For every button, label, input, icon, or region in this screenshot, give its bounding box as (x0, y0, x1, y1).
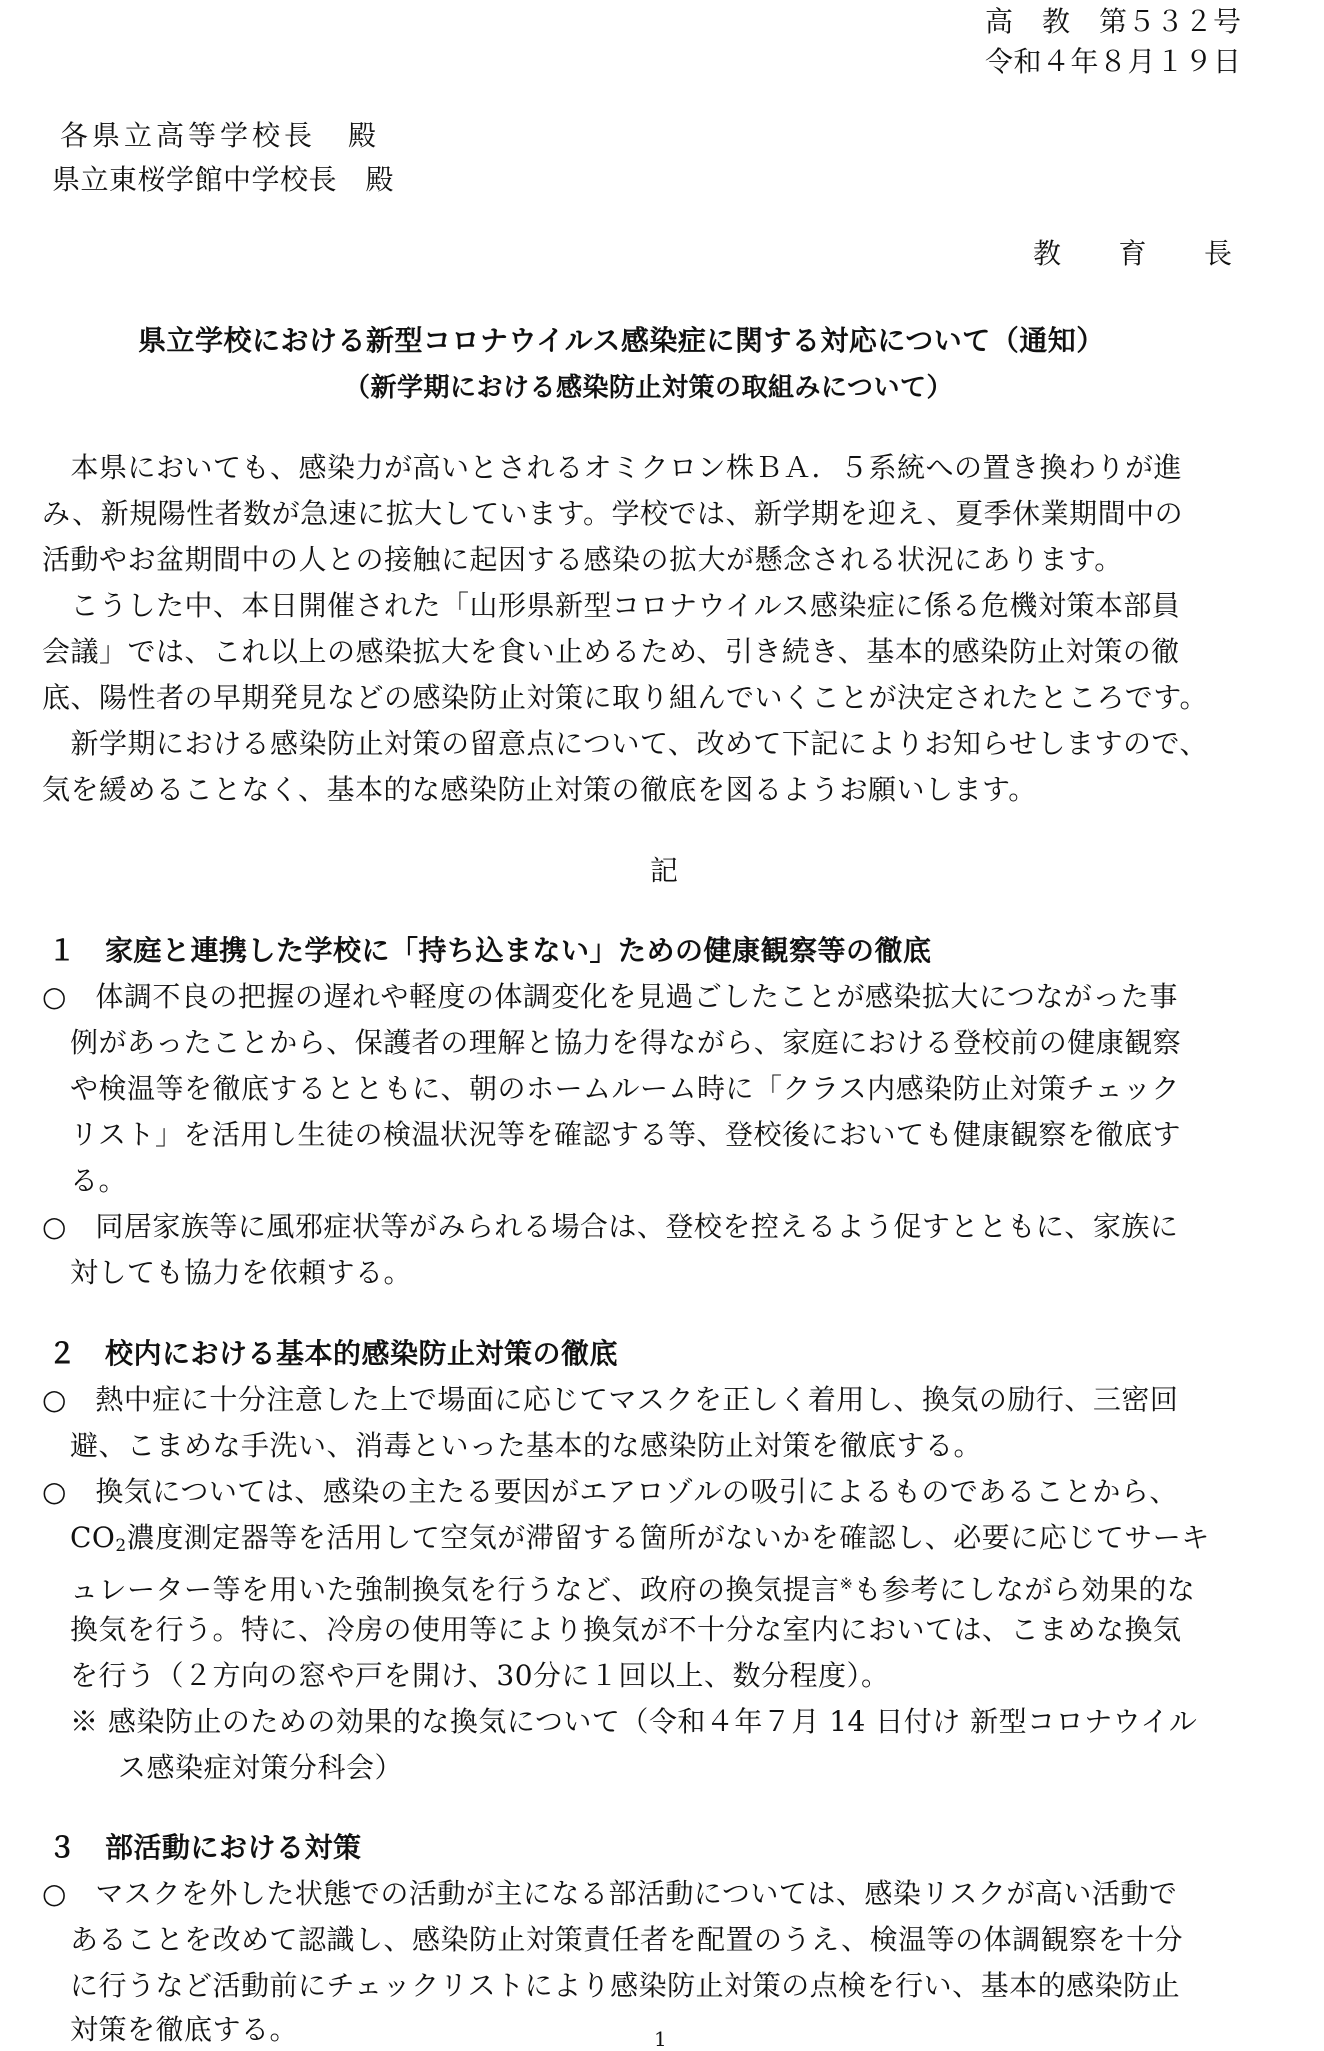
section-3-heading: ３ 部活動における対策 (48, 1831, 362, 1864)
section-1-line: 対しても協力を依頼する。 (70, 1256, 413, 1289)
section-3-line: あることを改めて認識し、感染防止対策責任者を配置のうえ、検温等の体調観察を十分 (70, 1923, 1184, 1956)
section-1-line: ○ 同居家族等に風邪症状等がみられる場合は、登校を控えるよう促すとともに、家族に (42, 1210, 1179, 1243)
section-3-line: 対策を徹底する。 (70, 2013, 299, 2046)
addressee-1: 各県立高等学校長 殿 (60, 119, 381, 152)
document-number: 高 教 第５３２号 (985, 5, 1242, 38)
section-1-line: や検温等を徹底するとともに、朝のホームルーム時に「クラス内感染防止対策チェック (70, 1072, 1180, 1105)
section-2-co2-line (70, 1521, 1210, 1560)
sender: 教 育 長 (1033, 237, 1233, 270)
section-1-line: ○ 体調不良の把握の遅れや軽度の体調変化を見過ごしたことが感染拡大につながった事 (42, 980, 1178, 1013)
note-reference: ※ (839, 1574, 854, 1593)
intro-line: 活動やお盆期間中の人との接触に起因する感染の拡大が懸念される状況にあります。 (42, 543, 1123, 576)
intro-line: こうした中、本日開催された「山形県新型コロナウイルス感染症に係る危機対策本部員 (42, 589, 1181, 622)
document-title: 県立学校における新型コロナウイルス感染症に関する対応について（通知） (138, 324, 1105, 357)
intro-line: 本県においても、感染力が高いとされるオミクロン株ＢＡ．５系統への置き換わりが進 (42, 451, 1183, 484)
line-part: ュレーター等を用いた強制換気を行うなど、政府の換気提言 (70, 1573, 840, 1606)
section-2-note: ※ 感染防止のための効果的な換気について（令和４年７月 14 日付け 新型コロナウイル (70, 1705, 1198, 1738)
section-1-line: る。 (70, 1164, 128, 1197)
section-2-line: を行う（２方向の窓や戸を開け、30分に１回以上、数分程度）。 (70, 1659, 890, 1692)
intro-line: み、新規陽性者数が急速に拡大しています。学校では、新学期を迎え、夏季休業期間中の (42, 497, 1184, 530)
section-2-line (70, 1570, 1195, 1604)
section-1-line: 例があったことから、保護者の理解と協力を得ながら、家庭における登校前の健康観察 (70, 1026, 1182, 1059)
addressee-2: 県立東桜学館中学校長 殿 (52, 163, 395, 196)
section-3-line: に行うなど活動前にチェックリストにより感染防止対策の点検を行い、基本的感染防止 (70, 1969, 1181, 2002)
co2-text: CO (70, 1521, 116, 1554)
section-1-heading: １ 家庭と連携した学校に「持ち込まない」ための健康観察等の徹底 (48, 934, 932, 967)
co2-subscript: 2 (115, 1536, 127, 1556)
document-subtitle: （新学期における感染防止対策の取組みについて） (344, 373, 953, 403)
intro-line: 気を緩めることなく、基本的な感染防止対策の徹底を図るようお願いします。 (42, 773, 1037, 806)
section-2-line: 換気を行う。特に、冷房の使用等により換気が不十分な室内においては、こまめな換気 (70, 1613, 1182, 1646)
section-2-line: 避、こまめな手洗い、消毒といった基本的な感染防止対策を徹底する。 (70, 1429, 983, 1462)
line-part: も参考にしながら効果的な (853, 1573, 1196, 1606)
section-2-heading: ２ 校内における基本的感染防止対策の徹底 (48, 1337, 619, 1370)
section-3-line: ○ マスクを外した状態での活動が主になる部活動については、感染リスクが高い活動で (42, 1877, 1178, 1910)
intro-line: 会議」では、これ以上の感染拡大を食い止めるため、引き続き、基本的感染防止対策の徹 (42, 635, 1180, 668)
intro-line: 新学期における感染防止対策の留意点について、改めて下記によりお知らせしますので、 (42, 727, 1208, 760)
co2-line-rest: 濃度測定器等を活用して空気が滞留する箇所がないかを確認し、必要に応じてサーキ (126, 1521, 1210, 1554)
document-date: 令和４年８月１９日 (985, 45, 1242, 78)
section-2-line: ○ 換気については、感染の主たる要因がエアロゾルの吸引によるものであることから、 (42, 1475, 1178, 1508)
ki-marker: 記 (650, 854, 679, 887)
intro-line: 底、陽性者の早期発見などの感染防止対策に取り組んでいくことが決定されたところです。 (42, 681, 1208, 714)
page-number: 1 (654, 2027, 667, 2051)
section-1-line: リスト」を活用し生徒の検温状況等を確認する等、登校後においても健康観察を徹底す (70, 1118, 1181, 1151)
section-2-note: ス感染症対策分科会） (118, 1751, 404, 1784)
section-2-line: ○ 熱中症に十分注意した上で場面に応じてマスクを正しく着用し、換気の励行、三密回 (42, 1383, 1179, 1416)
